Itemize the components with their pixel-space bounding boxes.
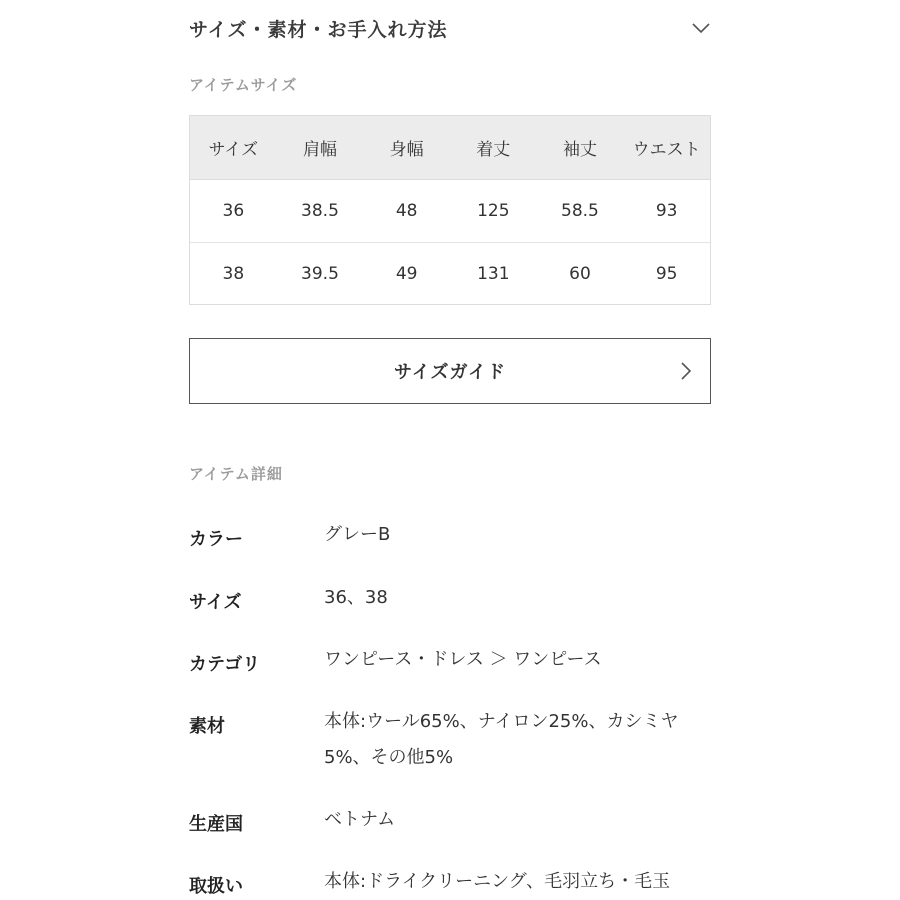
detail-row-material xyxy=(189,712,711,776)
detail-value: 本体:ドライクリーニング、毛羽立ち・毛玉 xyxy=(324,871,671,892)
table-cell: 60 xyxy=(569,263,591,284)
detail-row-care xyxy=(189,872,711,900)
accordion-title: サイズ・素材・お手入れ方法 xyxy=(189,18,448,41)
detail-key: 素材 xyxy=(189,716,225,737)
table-cell: 48 xyxy=(363,180,450,243)
detail-value: グレーB xyxy=(324,524,391,545)
detail-key: カラー xyxy=(189,529,243,550)
table-row xyxy=(190,180,710,243)
size-guide-label: サイズガイド xyxy=(393,362,507,383)
column-header: ウエスト xyxy=(623,116,710,180)
column-header: 肩幅 xyxy=(277,116,364,180)
detail-value: ベトナム xyxy=(324,809,396,830)
column-header: 着丈 xyxy=(450,116,537,180)
table-header-row xyxy=(190,116,710,180)
table-cell: 36 xyxy=(190,180,277,243)
detail-value: 36、38 xyxy=(324,587,388,608)
detail-value: 本体:ウール65%、ナイロン25%、カシミヤ5%、その他5% xyxy=(324,711,679,768)
table-cell: 95 xyxy=(655,263,678,284)
size-guide-button[interactable] xyxy=(189,338,711,404)
table-cell: 49 xyxy=(395,263,418,284)
table-cell: 93 xyxy=(623,180,710,243)
detail-value: ワンピース・ドレス ＞ ワンピース xyxy=(324,649,602,670)
item-detail-label: アイテム詳細 xyxy=(189,465,283,483)
table-cell: 125 xyxy=(450,180,537,243)
column-header: サイズ xyxy=(190,116,277,180)
column-header: 袖丈 xyxy=(537,116,624,180)
chevron-down-icon[interactable] xyxy=(691,18,711,38)
detail-row-color xyxy=(189,525,711,553)
column-header: 身幅 xyxy=(363,116,450,180)
table-cell: 38.5 xyxy=(277,180,364,243)
table-cell: 131 xyxy=(477,263,510,284)
table-cell: 39.5 xyxy=(301,263,339,284)
table-cell: 58.5 xyxy=(537,180,624,243)
detail-row-category xyxy=(189,650,711,678)
table-cell: 38 xyxy=(222,263,245,284)
detail-key: サイズ xyxy=(189,592,242,613)
accordion-header[interactable] xyxy=(189,10,711,46)
detail-row-size xyxy=(189,588,711,616)
detail-key: 生産国 xyxy=(189,814,243,835)
size-table xyxy=(189,115,711,305)
item-size-label: アイテムサイズ xyxy=(189,76,298,94)
detail-key: 取扱い xyxy=(189,876,243,897)
table-row xyxy=(190,243,710,305)
detail-key: カテゴリ xyxy=(189,654,261,675)
detail-row-origin xyxy=(189,810,711,838)
chevron-right-icon xyxy=(680,361,692,385)
